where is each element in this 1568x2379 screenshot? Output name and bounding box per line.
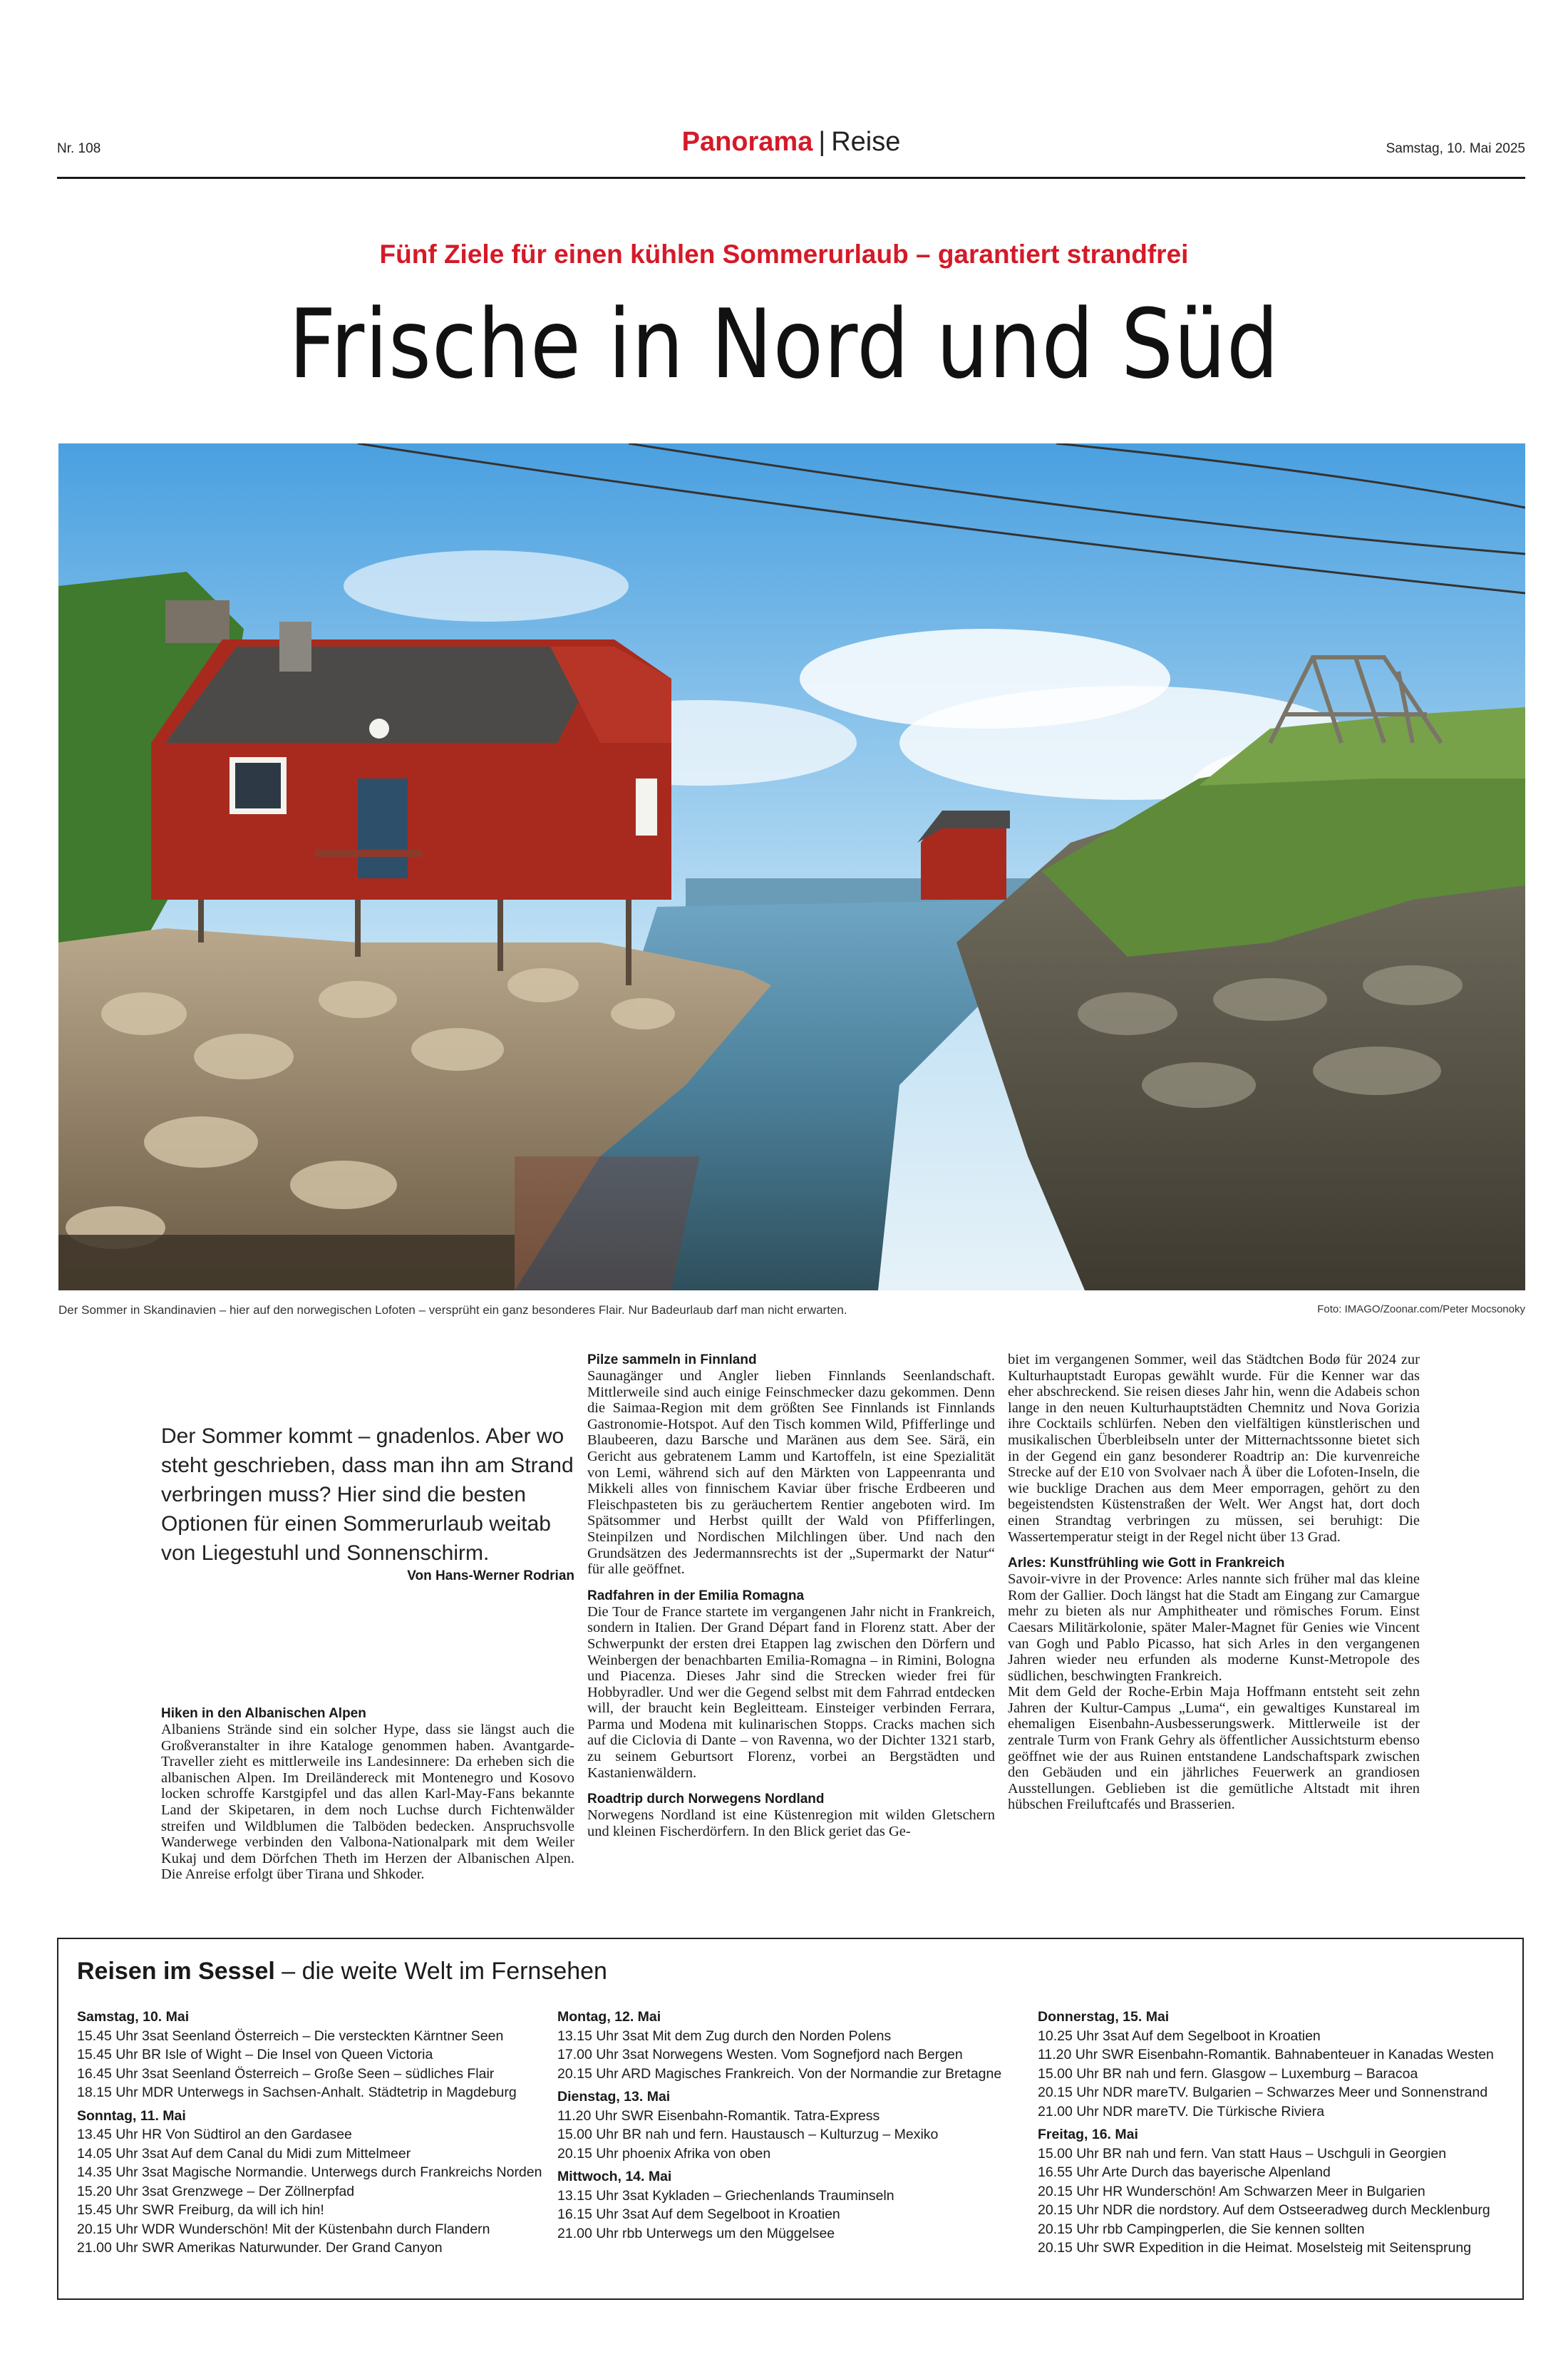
tv-column-1 (77, 2008, 542, 2258)
tv-day-heading: Sonntag, 11. Mai (77, 2107, 186, 2124)
lead-photo (58, 443, 1525, 1290)
tv-listing: 20.15 Uhr rbb Campingperlen, die Sie kennen sollten (1038, 2221, 1365, 2237)
tv-box-title-bold: Reisen im Sessel (77, 1958, 275, 1985)
paragraph-albania: Albaniens Strände sind ein solcher Hype, dass sie längst auch die Großveranstalter in ihre Kataloge genommen haben. Avantgarde-Traveller zieht es mittlerweile ins Landesinnere: Da erheben sich die albanischen Alpen. Im Dreiländereck mit Montenegro und Kosovo locken schroffe Karstgipfel und das allen Karl-May-Fans bekannte Land der Skipetaren, in dem noch Luchse durch Fichtenwälder streifen und Wildblumen die Talböden bedecken. Anspruchsvolle Wanderwege verbinden den Valbona-Nationalpark mit dem Weiler Kukaj und dem Dörfchen Theth im Herzen der Albanischen Alpen. Die Anreise erfolgt über Tirana und Shkoder. (161, 1722, 574, 1883)
masthead (57, 120, 1525, 179)
tv-listing: 20.15 Uhr SWR Expedition in die Heimat. Moselsteig mit Seitensprung (1038, 2240, 1472, 2256)
paragraph-arles-2: Mit dem Geld der Roche-Erbin Maja Hoffmann entsteht seit zehn Jahren der Kultur-Campus „Luma“, ein gewaltiges Kunstareal im ehemaligen Eisenbahn-Ausbesserungswerk. Mittlerweile ist der zentrale Turm von Frank Gehry als öffentlicher Aussichtsturm ebenso geöffnet wie der aus Ruinen entstandene Landschaftspark zwischen den Gebäuden und ein jährliches Feuerwerk an grandiosen Ausstellungen. Geblieben ist die gemütliche Altstadt mit ihren hübschen Freiluftcafés und Brasserien. (1008, 1684, 1420, 1813)
tv-listing: 14.05 Uhr 3sat Auf dem Canal du Midi zum Mittelmeer (77, 2145, 411, 2162)
tv-listing: 20.15 Uhr NDR mareTV. Bulgarien – Schwarzes Meer und Sonnenstrand (1038, 2085, 1488, 2100)
byline: Von Hans-Werner Rodrian (407, 1568, 574, 1583)
tv-listing: 11.20 Uhr SWR Eisenbahn-Romantik. Bahnabenteuer in Kanadas Westen (1038, 2047, 1494, 2062)
tv-listing: 15.00 Uhr BR nah und fern. Van statt Haus – Uschguli in Georgien (1038, 2145, 1447, 2162)
article-column-1 (161, 1705, 574, 1883)
tv-listing: 15.45 Uhr 3sat Seenland Österreich – Die versteckten Kärntner Seen (77, 2028, 504, 2044)
tv-listing: 20.15 Uhr phoenix Afrika von oben (557, 2145, 771, 2162)
tv-listing: 20.15 Uhr WDR Wunderschön! Mit der Küstenbahn durch Flandern (77, 2221, 490, 2237)
tv-listing: 13.15 Uhr 3sat Kykladen – Griechenlands Trauminseln (557, 2187, 894, 2204)
article-column-3 (1008, 1352, 1420, 1813)
issue-number: Nr. 108 (57, 141, 101, 156)
paragraph-nordland-continued: biet im vergangenen Sommer, weil das Städtchen Bodø für 2024 zur Kulturhauptstadt Europas gewählt wurde. Für die Kenner war das eher abschreckend. Sie reisen dieses Jahr hin, wenn die Adabeis schon lange in den neuen Kulturhauptstädten Chemnitz und Nova Gorizia ihre Cocktails schlürfen. Neben den vielfältigen künstlerischen und musikalischen Überbleibseln unter der Mitternachtssonne bietet sich in der Gegend ein ganz besonderer Roadtrip an: Die kurvenreiche Strecke auf der E10 von Svolvaer nach Å über die Lofoten-Inseln, die wie bucklige Drachen aus dem Meer emporragen, gehört zu den begeistendsten Küstenstraßen der Welt. Wer Angst hat, dort doch einen Strandtag verbringen zu müssen, sei beruhigt: Die Wassertemperatur steigt in der Regel nicht über 13 Grad. (1008, 1352, 1420, 1545)
tv-listing: 21.00 Uhr SWR Amerikas Naturwunder. Der Grand Canyon (77, 2240, 443, 2256)
tv-listing: 11.20 Uhr SWR Eisenbahn-Romantik. Tatra-Express (557, 2107, 880, 2124)
tv-day-heading: Montag, 12. Mai (557, 2009, 661, 2025)
issue-date: Samstag, 10. Mai 2025 (1386, 141, 1525, 156)
subsection-name: Reise (831, 127, 901, 157)
section-label (57, 127, 1525, 158)
tv-day-heading: Freitag, 16. Mai (1038, 2127, 1138, 2142)
intro-text: Der Sommer kommt – gnadenlos. Aber wo steht geschrieben, dass man ihn am Strand verbringen muss? Hier sind die besten Optionen für einen Sommerurlaub weitab von Liegestuhl und Sonnenschirm. (161, 1424, 574, 1565)
tv-day-heading: Dienstag, 13. Mai (557, 2089, 671, 2105)
tv-listing: 16.45 Uhr 3sat Seenland Österreich – Große Seen – südliches Flair (77, 2065, 495, 2082)
paragraph-arles-1: Savoir-vivre in der Provence: Arles nannte sich früher mal das kleine Rom der Gallier. Doch längst hat die Stadt am Eingang zur Camargue mehr zu bieten als nur Amphitheater und römisches Forum. Einst Caesars Militärkolonie, später Maler-Magnet für Genies wie Vincent van Gogh und Pablo Picasso, hat sich Arles in den vergangenen Jahren wieder neu erfunden als moderne Kunst-Metropole des südlichen, beschwingten Frankreich. (1008, 1571, 1420, 1684)
tv-listing: 15.00 Uhr BR nah und fern. Haustausch – Kulturzug – Mexiko (557, 2127, 939, 2142)
tv-listing: 20.15 Uhr NDR die nordstory. Auf dem Ostseeradweg durch Mecklenburg (1038, 2202, 1490, 2218)
subheading-finland: Pilze sammeln in Finnland (587, 1352, 757, 1367)
tv-day-heading: Samstag, 10. Mai (77, 2009, 190, 2025)
tv-listing: 10.25 Uhr 3sat Auf dem Segelboot in Kroatien (1038, 2028, 1321, 2044)
headline: Frische in Nord und Süd (289, 289, 1279, 400)
kicker: Fünf Ziele für einen kühlen Sommerurlaub – garantiert strandfrei (379, 240, 1189, 269)
tv-column-2 (557, 2008, 1013, 2243)
tv-listing: 16.15 Uhr 3sat Auf dem Segelboot in Kroatien (557, 2206, 840, 2222)
tv-listing: 18.15 Uhr MDR Unterwegs in Sachsen-Anhalt. Städtetrip in Magdeburg (77, 2085, 517, 2100)
subheading-albania: Hiken in den Albanischen Alpen (161, 1706, 366, 1721)
tv-day-heading: Donnerstag, 15. Mai (1038, 2009, 1170, 2025)
tv-listing: 13.45 Uhr HR Von Südtirol an den Gardasee (77, 2127, 352, 2142)
tv-listing: 20.15 Uhr ARD Magisches Frankreich. Von der Normandie zur Bretagne (557, 2065, 1002, 2082)
paragraph-finland: Saunagänger und Angler lieben Finnlands Seenlandschaft. Mittlerweile sind auch einige Feinschmecker dazu gekommen. Denn die Saimaa-Region mit dem größten See Finnlands ist Finnlands Gastronomie-Hotspot. Auf den Tisch kommen Wild, Pfifferlinge und Blaubeeren, dazu Barsche und Maränen aus dem See. Särä, ein Gericht aus gebratenem Lamm und Kartoffeln, ist eine Spezialität von Lemi, während sich auf den Märkten von Lappeenranta und Mikkeli alles von finnischem Kaviar über frische Erdbeeren und Fleischpasteten bis zu geräuchertem Rentier angeboten wird. Im Spätsommer und Herbst quillt der Wald von Pfifferlingen, Steinpilzen und Nordischen Milchlingen über. Und nach den Grundsätzen des Jedermannsrechts ist der „Supermarkt der Natur“ für alle geöffnet. (587, 1368, 995, 1578)
tv-listing: 15.45 Uhr BR Isle of Wight – Die Insel von Queen Victoria (77, 2047, 433, 2062)
section-name: Panorama (681, 127, 813, 157)
section-divider: | (818, 127, 826, 157)
tv-listing: 21.00 Uhr rbb Unterwegs um den Müggelsee (557, 2225, 835, 2241)
photo-credit: Foto: IMAGO/Zoonar.com/Peter Mocsonoky (1317, 1303, 1525, 1315)
tv-day-heading: Mittwoch, 14. Mai (557, 2169, 672, 2184)
tv-listing: 15.45 Uhr SWR Freiburg, da will ich hin! (77, 2202, 324, 2218)
photo-caption: Der Sommer in Skandinavien – hier auf den norwegischen Lofoten – versprüht ein ganz besonderes Flair. Nur Badeurlaub darf man nicht erwarten. (58, 1303, 847, 1317)
tv-listing: 15.20 Uhr 3sat Grenzwege – Der Zöllnerpfad (77, 2183, 355, 2199)
tv-box-title-rest: – die weite Welt im Fernsehen (274, 1958, 607, 1985)
subheading-arles: Arles: Kunstfrühling wie Gott in Frankreich (1008, 1556, 1285, 1571)
tv-listing: 20.15 Uhr HR Wunderschön! Am Schwarzen Meer in Bulgarien (1038, 2183, 1425, 2199)
paragraph-nordland: Norwegens Nordland ist eine Küstenregion mit wilden Gletschern und kleinen Fischerdörfern. In den Blick geriet das Ge- (587, 1807, 995, 1839)
subheading-emilia-romagna: Radfahren in der Emilia Romagna (587, 1588, 805, 1603)
tv-listing: 16.55 Uhr Arte Durch das bayerische Alpenland (1038, 2164, 1331, 2180)
tv-listing: 17.00 Uhr 3sat Norwegens Westen. Vom Sognefjord nach Bergen (557, 2047, 963, 2062)
lofoten-harbor-illustration (58, 443, 1525, 1290)
subheading-nordland: Roadtrip durch Norwegens Nordland (587, 1792, 825, 1807)
tv-box-title (77, 1958, 607, 1985)
tv-listing: 14.35 Uhr 3sat Magische Normandie. Unterwegs durch Frankreichs Norden (77, 2164, 542, 2180)
paragraph-emilia-romagna: Die Tour de France startete im vergangenen Jahr nicht in Frankreich, sondern in Italien. Der Grand Départ fand in Florenz statt. Aber der Schwerpunkt der ersten drei Etappen lag zwischen den Dörfern und Weinbergen der benachbarten Emilia-Romagna – in Rimini, Bologna und Piacenza. Dieses Jahr sind die Strecken wieder frei für Hobbyradler. Und wer die Gegend selbst mit dem Fahrrad entdecken will, der braucht kein Begleitteam. Einsteiger verbinden Ferrara, Parma und Modena mit kulinarischen Stopps. Cracks machen sich auf die Ciclovia di Dante – von Ravenna, wo der Dichter 1321 starb, zu seinem Geburtsort Florenz, vorbei an Bergstädten und Kastanienwäldern. (587, 1603, 995, 1781)
tv-listing: 13.15 Uhr 3sat Mit dem Zug durch den Norden Polens (557, 2028, 892, 2044)
tv-listing: 15.00 Uhr BR nah und fern. Glasgow – Luxemburg – Baracoa (1038, 2065, 1418, 2082)
tv-column-3 (1038, 2008, 1494, 2258)
article-column-2 (587, 1352, 995, 1839)
tv-listing: 21.00 Uhr NDR mareTV. Die Türkische Riviera (1038, 2103, 1325, 2119)
tv-listings-box (57, 1938, 1524, 2300)
